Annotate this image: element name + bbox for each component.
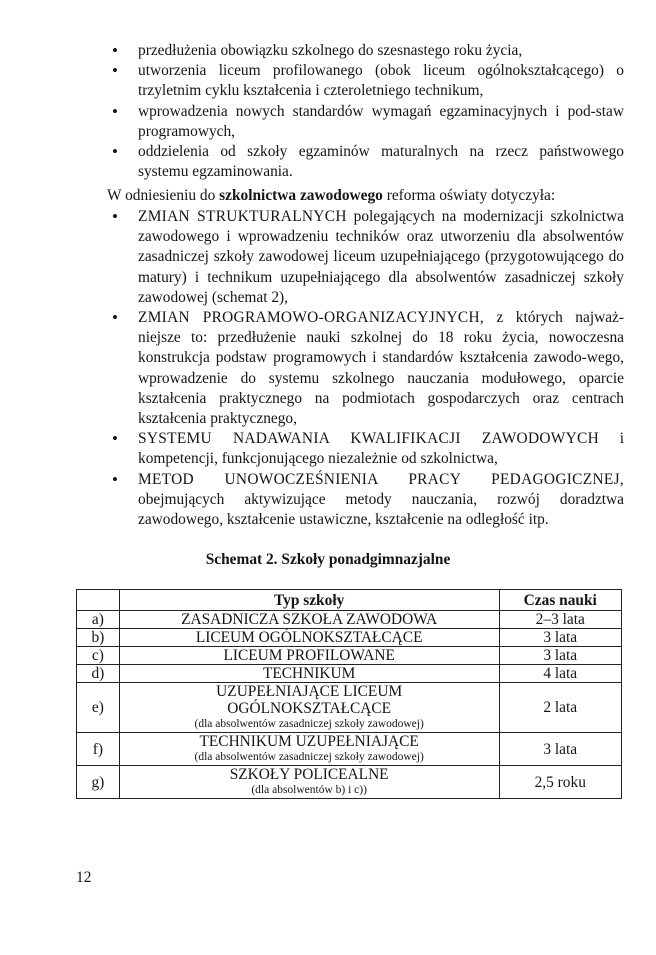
list-item — [108, 470, 624, 531]
row-label: b) — [77, 629, 120, 647]
row-type — [119, 683, 499, 733]
header-duration-cell: Czas nauki — [499, 590, 622, 611]
list-item-text: polegających na modernizacji szkolnictwa zawodowego i wprowadzeniu techników oraz utworzeniu dla absolwentów zasadniczej szkoły zawodowej liceum uzupełniającego (przygotowującego do matury) i technikum uzupełniającego dla absolwentów zasadniczej szkoły zawodowej (schemat 2), — [138, 208, 624, 306]
schema-caption: Schemat 2. Szkoły ponadgimnazjalne — [205, 551, 451, 568]
table-header-row — [77, 590, 622, 611]
row-label: a) — [77, 611, 120, 629]
row-type — [119, 766, 499, 799]
row-type-line: SZKOŁY POLICEALNE — [229, 766, 389, 783]
row-duration: 3 lata — [499, 647, 622, 665]
row-duration: 2–3 lata — [499, 611, 622, 629]
list-item-heading: SYSTEMU NADAWANIA KWALIFIKACJI ZAWODOWYCH — [138, 430, 599, 448]
reform-list — [108, 207, 624, 530]
row-duration: 3 lata — [499, 733, 622, 766]
row-label: f) — [77, 733, 120, 766]
row-label: d) — [77, 665, 120, 683]
list-item-heading: METOD UNOWOCZEŚNIENIA PRACY PEDAGOGICZNEJ, — [138, 470, 624, 488]
table-row — [77, 733, 622, 766]
intro-bold-term: szkolnictwa zawodowego — [219, 187, 383, 204]
list-item: • oddzielenia od szkoły egzaminów maturalnych na rzecz państwowego systemu egzaminowania. — [108, 142, 624, 182]
list-item — [108, 429, 624, 469]
row-note: (dla absolwentów b) i c)) — [251, 784, 367, 796]
table-row — [77, 611, 622, 629]
intro-text-before: W odniesieniu do — [107, 187, 220, 204]
row-type: TECHNIKUM — [119, 665, 499, 683]
row-type — [119, 733, 499, 766]
list-item — [108, 207, 624, 308]
row-duration: 2 lata — [499, 683, 622, 733]
row-type-line: OGÓLNOKSZTAŁCĄCE — [227, 700, 392, 717]
table-row — [77, 665, 622, 683]
header-type-cell: Typ szkoły — [119, 590, 499, 611]
table-row — [77, 766, 622, 799]
row-label: g) — [77, 766, 120, 799]
list-item-text: obejmujących aktywizujące metody nauczania, rozwój doradztwa zawodowego, kształcenie ustawiczne, kształcenie na odległość itp. — [138, 490, 624, 529]
row-label: e) — [77, 683, 120, 733]
list-item-heading: ZMIAN STRUKTURALNYCH — [138, 208, 347, 225]
row-label: c) — [77, 647, 120, 665]
school-types-table — [76, 589, 622, 799]
list-item: • wprowadzenia nowych standardów wymagań egzaminacyjnych i pod-staw programowych, — [108, 102, 624, 142]
row-type-line: UZUPEŁNIAJĄCE LICEUM — [216, 683, 403, 700]
row-duration: 3 lata — [499, 629, 622, 647]
list-item: • utworzenia liceum profilowanego (obok liceum ogólnokształcącego) o trzyletnim cyklu kształcenia i czteroletniego technikum, — [108, 61, 624, 101]
row-duration: 2,5 roku — [499, 766, 622, 799]
vocational-intro-paragraph — [107, 186, 627, 206]
row-type: LICEUM PROFILOWANE — [119, 647, 499, 665]
row-type: ZASADNICZA SZKOŁA ZAWODOWA — [119, 611, 499, 629]
list-item-text: i kompetencji, funkcjonującego niezależnie od szkolnictwa, — [138, 430, 624, 468]
row-type: LICEUM OGÓLNOKSZTAŁCĄCE — [119, 629, 499, 647]
list-item — [108, 308, 624, 429]
page-number: 12 — [76, 869, 92, 886]
row-duration: 4 lata — [499, 665, 622, 683]
table-row — [77, 683, 622, 733]
row-note: (dla absolwentów zasadniczej szkoły zawodowej) — [194, 718, 424, 730]
list-item-text: z których najważ-niejsze to: przedłużenie nauki szkolnej do 18 roku życia, nowoczesna konstrukcja podstaw programowych i standardów kształcenia zawodo-wego, wprowadzenie do systemu szkolnego nauczania modułowego, oparcie kształcenia praktycznego na podmiotach gospodarczych oraz centrach kształcenia praktycznego, — [138, 309, 624, 428]
intro-text-after: reforma oświaty dotyczyła: — [382, 187, 556, 204]
row-type-line: TECHNIKUM UZUPEŁNIAJĄCE — [199, 733, 419, 750]
table-row — [77, 629, 622, 647]
row-note: (dla absolwentów zasadniczej szkoły zawodowej) — [194, 751, 424, 763]
list-item: • przedłużenia obowiązku szkolnego do szesnastego roku życia, — [108, 41, 624, 61]
extension-list — [108, 41, 624, 182]
list-item-heading: ZMIAN PROGRAMOWO-ORGANIZACYJNYCH, — [138, 309, 485, 327]
table-row — [77, 647, 622, 665]
header-label-cell — [77, 590, 120, 611]
